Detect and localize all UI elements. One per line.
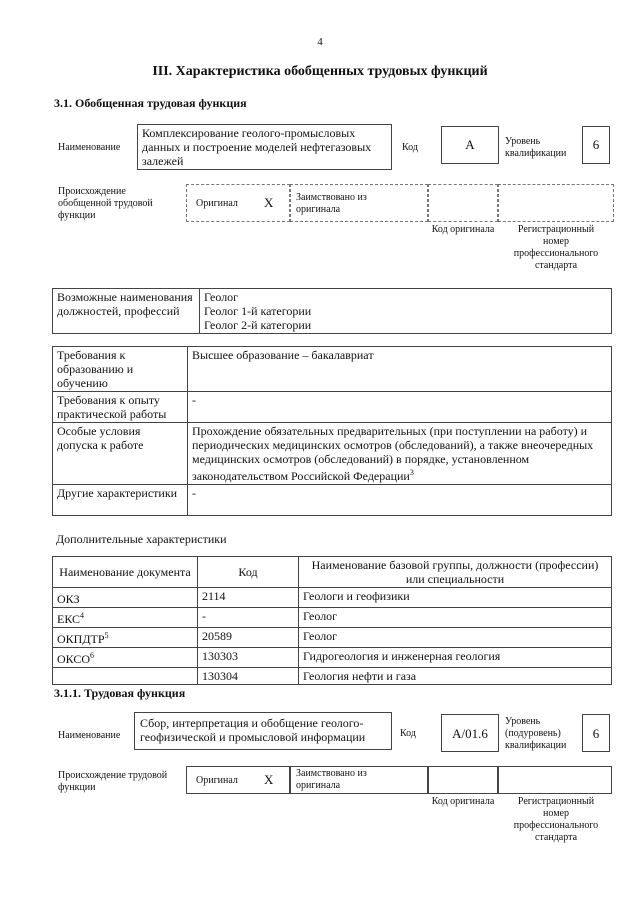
section-title: III. Характеристика обобщенных трудовых функций xyxy=(152,64,488,79)
row-doc: ОКПДТР$^5$ xyxy=(53,628,198,648)
tf-original-mark: X xyxy=(264,772,274,787)
req-conditions-value: Прохождение обязательных предварительных (при поступлении на работу) и периодических медицинских осмотров (обследований), а также внеочередных медицинских осмотров (обследований) в порядке, установленном законодательством Российской Федерации xyxy=(192,424,594,483)
tf-level-value: 6 xyxy=(592,726,600,741)
req-education-value: Высшее образование – бакалавриат xyxy=(188,347,612,392)
row-name: Гидрогеология и инженерная геология xyxy=(299,648,612,668)
row-doc: ОКЗ xyxy=(53,588,198,608)
tf-name-label: Наименование xyxy=(58,730,121,741)
row-doc xyxy=(53,668,198,685)
positions-table xyxy=(52,288,612,334)
row-name: Геолог xyxy=(299,628,612,648)
table-row xyxy=(53,628,612,648)
tf-code-value: А/01.6 xyxy=(452,726,488,741)
position-item: Геолог 1-й категории xyxy=(204,304,312,318)
table-row xyxy=(53,608,612,628)
row-name: Геологи и геофизики xyxy=(299,588,612,608)
req-other-label: Другие характеристики xyxy=(53,485,188,516)
gtf-name-value: Комплексирование геолого-промысловых данных и построение моделей нефтегазовых залежей xyxy=(142,126,372,168)
row-name: Геология нефти и газа xyxy=(299,668,612,685)
row-name: Геолог xyxy=(299,608,612,628)
gtf-original-label: Оригинал xyxy=(196,198,238,209)
table-row xyxy=(53,648,612,668)
gtf-reg-number-label: Регистрационный номер профессионального стандарта xyxy=(513,224,599,271)
tf-borrowed-label: Заимствовано из оригинала xyxy=(296,768,367,791)
position-item: Геолог xyxy=(204,290,239,304)
gtf-heading: 3.1. Обобщенная трудовая функция xyxy=(54,96,247,110)
req-conditions-label: Особые условия допуска к работе xyxy=(53,423,188,485)
gtf-orig-code-label: Код оригинала xyxy=(431,224,495,235)
req-experience-label: Требования к опыту практической работы xyxy=(53,392,188,423)
row-code: 130304 xyxy=(198,668,299,685)
gtf-original-mark: X xyxy=(264,195,274,210)
row-doc: ОКСО$^6$ xyxy=(53,648,198,668)
footnote-3: 3 xyxy=(409,468,414,477)
tf-reg-number-label: Регистрационный номер профессионального стандарта xyxy=(513,796,599,843)
col-name-header: Наименование базовой группы, должности (профессии) или специальности xyxy=(299,557,612,588)
row-code: 20589 xyxy=(198,628,299,648)
additional-heading: Дополнительные характеристики xyxy=(56,532,227,546)
gtf-code-value: А xyxy=(465,137,475,152)
gtf-code-label: Код xyxy=(402,142,418,153)
req-other-value: - xyxy=(188,485,612,516)
col-code-header: Код xyxy=(198,557,299,588)
row-doc: ЕКС$^4$ xyxy=(53,608,198,628)
tf-level-label: Уровень (подуровень) квалификации xyxy=(505,716,567,751)
req-education-label: Требования к образованию и обучению xyxy=(53,347,188,392)
gtf-origin-label: Происхождение обобщенной трудовой функции xyxy=(58,186,153,221)
additional-table xyxy=(52,556,612,685)
row-code: 2114 xyxy=(198,588,299,608)
position-item: Геолог 2-й категории xyxy=(204,318,312,332)
req-experience-value: - xyxy=(188,392,612,423)
gtf-level-value: 6 xyxy=(592,137,600,152)
tf-origin-label: Происхождение трудовой функции xyxy=(58,770,168,793)
positions-label: Возможные наименования должностей, профессий xyxy=(53,289,200,334)
gtf-name-label: Наименование xyxy=(58,142,121,153)
table-row xyxy=(53,588,612,608)
row-code: - xyxy=(198,608,299,628)
gtf-level-label: Уровень квалификации xyxy=(505,136,567,159)
tf-name-value: Сбор, интерпретация и обобщение геолого-геофизической и промысловой информации xyxy=(140,716,366,744)
tf-original-label: Оригинал xyxy=(196,775,238,786)
row-code: 130303 xyxy=(198,648,299,668)
page-number: 4 xyxy=(317,36,323,48)
tf-heading: 3.1.1. Трудовая функция xyxy=(54,686,186,700)
col-doc-header: Наименование документа xyxy=(53,557,198,588)
req-conditions-cell xyxy=(188,423,612,485)
table-row xyxy=(53,668,612,685)
tf-code-label: Код xyxy=(400,728,416,739)
tf-orig-code-label: Код оригинала xyxy=(431,796,495,807)
requirements-table xyxy=(52,346,612,516)
gtf-borrowed-label: Заимствовано из оригинала xyxy=(296,192,367,215)
